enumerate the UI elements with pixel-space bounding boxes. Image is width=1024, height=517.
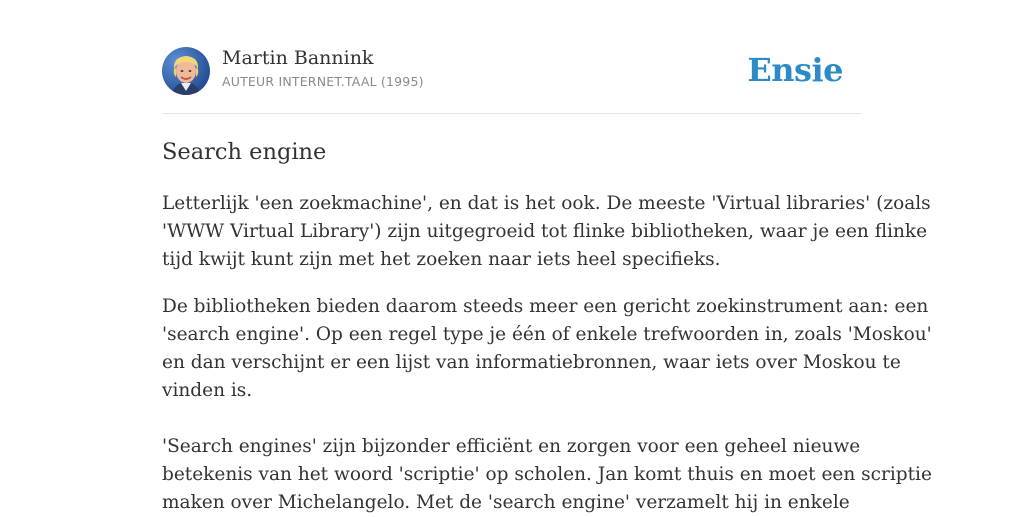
paragraph-line: Letterlijk 'een zoekmachine', en dat is het ook. De meeste 'Virtual libraries' (zoals bbox=[162, 193, 931, 214]
paragraph-line: en dan verschijnt er een lijst van informatiebronnen, waar iets over Moskou te bbox=[162, 352, 901, 373]
ensie-logo[interactable]: Ensie bbox=[747, 51, 843, 89]
author-name[interactable]: Martin Bannink bbox=[222, 47, 374, 69]
author-header bbox=[162, 0, 862, 114]
paragraph-2 bbox=[162, 293, 932, 405]
page-content bbox=[162, 0, 932, 513]
entry-title: Search engine bbox=[162, 139, 327, 165]
author-role: AUTEUR INTERNET.TAAL (1995) bbox=[222, 74, 424, 89]
paragraph-line: betekenis van het woord 'scriptie' op scholen. Jan komt thuis en moet een scriptie bbox=[162, 464, 932, 485]
paragraph-1 bbox=[162, 190, 931, 274]
paragraph-line: 'search engine'. Op een regel type je één of enkele trefwoorden in, zoals 'Moskou' bbox=[162, 324, 932, 345]
paragraph-line: 'Search engines' zijn bijzonder efficiënt en zorgen voor een geheel nieuwe bbox=[162, 436, 861, 457]
paragraph-line: 'WWW Virtual Library') zijn uitgegroeid tot flinke bibliotheken, waar je een flinke bbox=[162, 221, 928, 242]
avatar-image bbox=[162, 47, 210, 95]
author-avatar[interactable] bbox=[162, 47, 210, 95]
paragraph-line: De bibliotheken bieden daarom steeds meer een gericht zoekinstrument aan: een bbox=[162, 296, 929, 317]
paragraph-3 bbox=[162, 433, 932, 517]
paragraph-line: maken over Michelangelo. Met de 'search engine' verzamelt hij in enkele bbox=[162, 492, 850, 513]
paragraph-line: vinden is. bbox=[162, 380, 253, 401]
paragraph-line: tijd kwijt kunt zijn met het zoeken naar iets heel specifieks. bbox=[162, 249, 721, 270]
